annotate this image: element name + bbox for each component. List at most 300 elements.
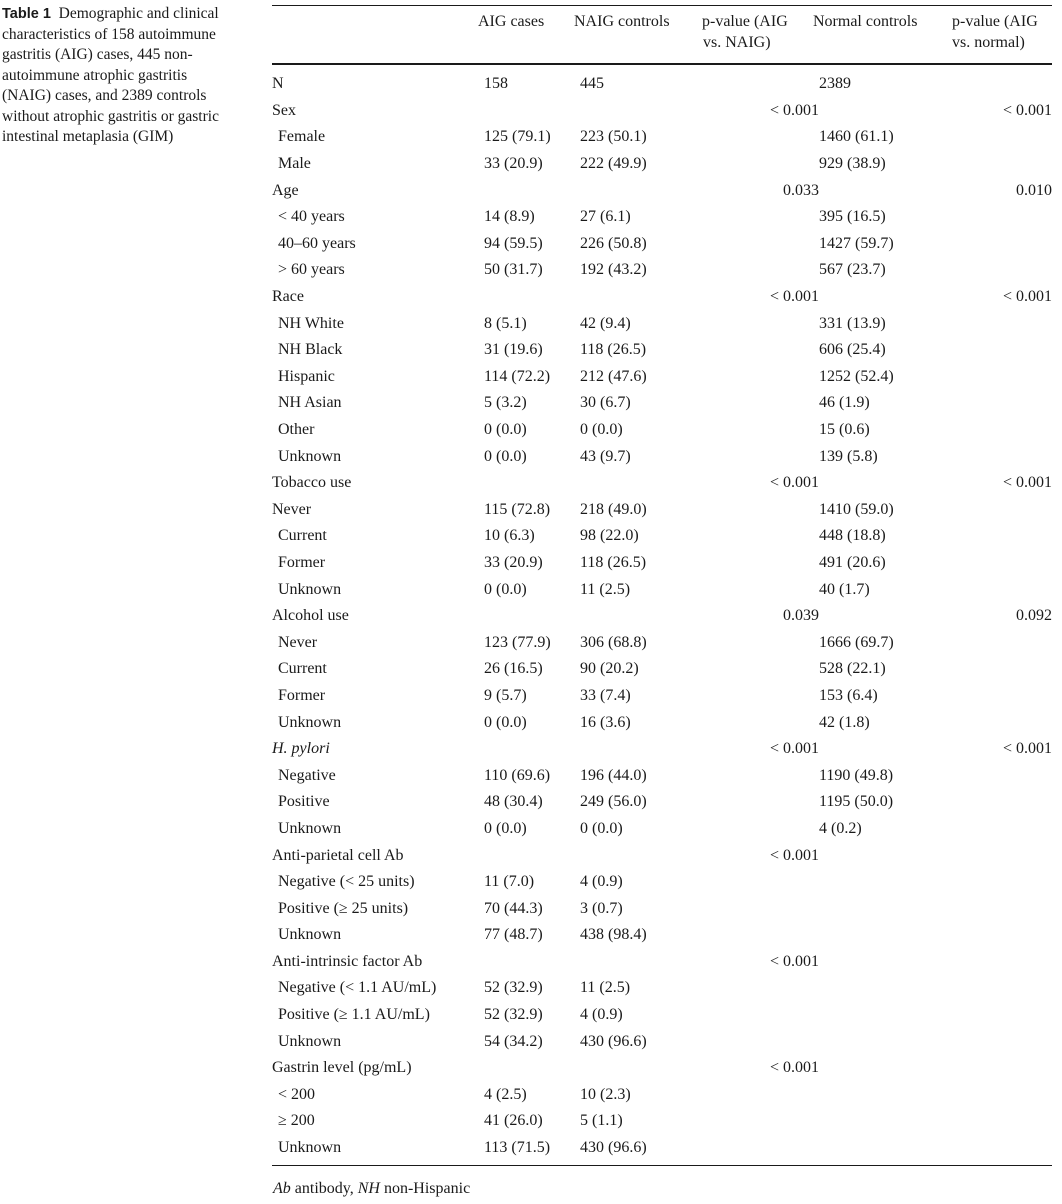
table-row (272, 709, 1052, 736)
row-label: ≥ 200 (278, 1112, 315, 1130)
row-label: N (272, 75, 284, 93)
p-value-naig-cell (718, 576, 819, 603)
naig-controls-cell (580, 177, 718, 204)
table-row (272, 922, 1052, 949)
naig-controls-cell: 222 (49.9) (580, 155, 647, 173)
table-row (272, 603, 1052, 630)
p-value-naig-cell (718, 683, 819, 710)
p-value-naig-cell: < 0.001 (769, 101, 819, 119)
p-value-normal-cell (955, 124, 1052, 151)
normal-controls-cell (819, 1028, 955, 1055)
p-value-normal-cell (955, 1002, 1052, 1029)
normal-controls-cell: 1427 (59.7) (819, 234, 894, 252)
header-p-value-naig-line2: vs. NAIG) (703, 34, 771, 51)
aig-cases-cell: 8 (5.1) (484, 314, 527, 332)
row-label: Current (278, 527, 327, 545)
row-label: Anti-parietal cell Ab (272, 846, 404, 864)
table-row (272, 337, 1052, 364)
row-label: Alcohol use (272, 607, 349, 625)
normal-controls-cell: 4 (0.2) (819, 819, 862, 837)
p-value-normal-cell (955, 231, 1052, 258)
header-aig-cases: AIG cases (478, 13, 545, 30)
aig-cases-cell: 115 (72.8) (484, 500, 551, 518)
p-value-normal-cell (955, 576, 1052, 603)
table-row (272, 629, 1052, 656)
table-row (272, 762, 1052, 789)
aig-cases-cell: 9 (5.7) (484, 686, 527, 704)
aig-cases-cell: 70 (44.3) (484, 899, 543, 917)
table-body (272, 71, 1052, 1161)
caption-text: Demographic and clinical characteristics of 158 autoimmune gastritis (AIG) cases, 445 non-autoimmune atrophic gastritis (NAIG) cases, and 2389 controls without atrophic gastritis or gastric intestinal metaplasia (GIM) (2, 5, 219, 145)
table-row (272, 869, 1052, 896)
p-value-naig-cell: < 0.001 (769, 952, 819, 970)
p-value-naig-cell (718, 1028, 819, 1055)
data-table (272, 71, 1052, 1161)
table-row (272, 949, 1052, 976)
header-rule (272, 63, 1052, 65)
p-value-naig-cell (718, 443, 819, 470)
table-row (272, 497, 1052, 524)
naig-controls-cell: 98 (22.0) (580, 527, 639, 545)
aig-cases-cell (484, 1055, 580, 1082)
row-label: Unknown (278, 580, 342, 598)
p-value-normal-cell (955, 816, 1052, 843)
p-value-normal-cell (955, 1108, 1052, 1135)
p-value-normal-cell (955, 390, 1052, 417)
naig-controls-cell: 212 (47.6) (580, 367, 647, 385)
naig-controls-cell: 438 (98.4) (580, 926, 647, 944)
normal-controls-cell: 139 (5.8) (819, 447, 878, 465)
header-naig-controls: NAIG controls (574, 13, 670, 30)
p-value-normal-cell (955, 842, 1052, 869)
naig-controls-cell: 196 (44.0) (580, 766, 647, 784)
normal-controls-cell: 1666 (69.7) (819, 633, 894, 651)
normal-controls-cell (819, 470, 955, 497)
normal-controls-cell: 395 (16.5) (819, 208, 886, 226)
p-value-normal-cell (955, 869, 1052, 896)
aig-cases-cell: 52 (32.9) (484, 979, 543, 997)
p-value-normal-cell (955, 497, 1052, 524)
normal-controls-cell: 929 (38.9) (819, 155, 886, 173)
p-value-normal-cell (955, 1055, 1052, 1082)
naig-controls-cell: 90 (20.2) (580, 660, 639, 678)
table-row (272, 284, 1052, 311)
p-value-naig-cell (718, 629, 819, 656)
aig-cases-cell: 0 (0.0) (484, 447, 527, 465)
p-value-naig-cell (718, 124, 819, 151)
naig-controls-cell: 10 (2.3) (580, 1085, 631, 1103)
row-label: Gastrin level (pg/mL) (272, 1059, 412, 1077)
aig-cases-cell: 113 (71.5) (484, 1139, 551, 1157)
row-label: H. pylori (272, 740, 330, 758)
row-label: Hispanic (278, 367, 335, 385)
normal-controls-cell (819, 284, 955, 311)
p-value-naig-cell (718, 762, 819, 789)
aig-cases-cell: 10 (6.3) (484, 527, 535, 545)
naig-controls-cell: 11 (2.5) (580, 979, 631, 997)
naig-controls-cell: 30 (6.7) (580, 394, 631, 412)
table-row (272, 523, 1052, 550)
naig-controls-cell (580, 603, 718, 630)
p-value-naig-cell (718, 390, 819, 417)
p-value-normal-cell (955, 683, 1052, 710)
aig-cases-cell (484, 842, 580, 869)
p-value-naig-cell (718, 550, 819, 577)
row-label: Positive (278, 793, 330, 811)
p-value-naig-cell (718, 204, 819, 231)
aig-cases-cell: 33 (20.9) (484, 553, 543, 571)
normal-controls-cell (819, 1002, 955, 1029)
p-value-normal-cell (955, 364, 1052, 391)
p-value-normal-cell: 0.092 (1016, 607, 1052, 625)
table-row (272, 310, 1052, 337)
aig-cases-cell (484, 177, 580, 204)
table-row (272, 257, 1052, 284)
normal-controls-cell: 1252 (52.4) (819, 367, 894, 385)
row-label: 40–60 years (278, 234, 356, 252)
table-caption (2, 4, 238, 148)
table-row (272, 975, 1052, 1002)
aig-cases-cell (484, 736, 580, 763)
row-label: Unknown (278, 713, 342, 731)
row-label: Current (278, 660, 327, 678)
naig-controls-cell: 43 (9.7) (580, 447, 631, 465)
row-label: Tobacco use (272, 474, 352, 492)
p-value-naig-cell (718, 310, 819, 337)
naig-controls-cell: 5 (1.1) (580, 1112, 623, 1130)
normal-controls-cell: 2389 (819, 75, 851, 93)
table-row (272, 656, 1052, 683)
aig-cases-cell (484, 603, 580, 630)
p-value-normal-cell (955, 789, 1052, 816)
p-value-normal-cell (955, 71, 1052, 98)
naig-controls-cell (580, 284, 718, 311)
row-label: Sex (272, 101, 296, 119)
table-row (272, 417, 1052, 444)
p-value-naig-cell (718, 364, 819, 391)
p-value-naig-cell (718, 523, 819, 550)
naig-controls-cell: 118 (26.5) (580, 553, 647, 571)
normal-controls-cell: 567 (23.7) (819, 261, 886, 279)
naig-controls-cell: 3 (0.7) (580, 899, 623, 917)
p-value-normal-cell (955, 1135, 1052, 1162)
p-value-normal-cell (955, 550, 1052, 577)
p-value-normal-cell (955, 629, 1052, 656)
naig-controls-cell: 226 (50.8) (580, 234, 647, 252)
table-row (272, 895, 1052, 922)
aig-cases-cell: 0 (0.0) (484, 819, 527, 837)
row-label: Positive (≥ 25 units) (278, 899, 409, 917)
normal-controls-cell: 46 (1.9) (819, 394, 870, 412)
aig-cases-cell: 31 (19.6) (484, 341, 543, 359)
normal-controls-cell: 528 (22.1) (819, 660, 886, 678)
footnote-ab-abbr: Ab (273, 1180, 291, 1197)
row-label: NH White (278, 314, 344, 332)
normal-controls-cell (819, 869, 955, 896)
p-value-normal-cell: < 0.001 (1002, 101, 1052, 119)
naig-controls-cell (580, 1055, 718, 1082)
row-label: Negative (< 1.1 AU/mL) (278, 979, 437, 997)
p-value-normal-cell: 0.010 (1016, 181, 1052, 199)
normal-controls-cell: 15 (0.6) (819, 421, 870, 439)
p-value-naig-cell: 0.039 (783, 607, 819, 625)
aig-cases-cell: 4 (2.5) (484, 1085, 527, 1103)
table-footnote (273, 1180, 470, 1198)
normal-controls-cell (819, 98, 955, 125)
footnote-nh-text: non-Hispanic (379, 1180, 471, 1197)
table-row (272, 204, 1052, 231)
header-p-value-normal-line1: p-value (AIG (952, 13, 1038, 30)
p-value-normal-cell (955, 443, 1052, 470)
p-value-naig-cell: < 0.001 (769, 474, 819, 492)
table-row (272, 98, 1052, 125)
p-value-normal-cell (955, 762, 1052, 789)
naig-controls-cell: 0 (0.0) (580, 819, 623, 837)
row-label: Anti-intrinsic factor Ab (272, 952, 423, 970)
row-label: Never (278, 633, 318, 651)
row-label: Female (278, 128, 326, 146)
p-value-naig-cell (718, 151, 819, 178)
naig-controls-cell: 445 (580, 75, 604, 93)
row-label: > 60 years (278, 261, 345, 279)
normal-controls-cell (819, 922, 955, 949)
aig-cases-cell (484, 284, 580, 311)
naig-controls-cell: 4 (0.9) (580, 873, 623, 891)
naig-controls-cell: 430 (96.6) (580, 1139, 647, 1157)
table-row (272, 736, 1052, 763)
p-value-naig-cell: 0.033 (783, 181, 819, 199)
p-value-naig-cell (718, 975, 819, 1002)
aig-cases-cell: 114 (72.2) (484, 367, 551, 385)
table-row (272, 364, 1052, 391)
naig-controls-cell: 192 (43.2) (580, 261, 647, 279)
bottom-rule (272, 1165, 1052, 1166)
p-value-naig-cell: < 0.001 (769, 740, 819, 758)
aig-cases-cell: 33 (20.9) (484, 155, 543, 173)
row-label: Former (278, 553, 326, 571)
footnote-nh-abbr: NH (357, 1180, 380, 1197)
row-label: Race (272, 288, 304, 306)
aig-cases-cell: 14 (8.9) (484, 208, 535, 226)
normal-controls-cell (819, 842, 955, 869)
row-label: Unknown (278, 447, 342, 465)
aig-cases-cell (484, 470, 580, 497)
aig-cases-cell: 26 (16.5) (484, 660, 543, 678)
aig-cases-cell: 5 (3.2) (484, 394, 527, 412)
p-value-naig-cell (718, 71, 819, 98)
p-value-normal-cell: < 0.001 (1002, 288, 1052, 306)
table-label: Table 1 (2, 6, 51, 22)
table-row (272, 1055, 1052, 1082)
p-value-naig-cell (718, 1082, 819, 1109)
p-value-naig-cell (718, 1135, 819, 1162)
row-label: Unknown (278, 819, 342, 837)
table-row (272, 231, 1052, 258)
normal-controls-cell (819, 975, 955, 1002)
row-label: Negative (< 25 units) (278, 873, 415, 891)
naig-controls-cell: 218 (49.0) (580, 500, 647, 518)
row-label: < 200 (278, 1085, 316, 1103)
table-row (272, 1108, 1052, 1135)
p-value-naig-cell: < 0.001 (769, 1059, 819, 1077)
table-row (272, 151, 1052, 178)
normal-controls-cell (819, 895, 955, 922)
normal-controls-cell: 40 (1.7) (819, 580, 870, 598)
p-value-normal-cell (955, 337, 1052, 364)
table-row (272, 443, 1052, 470)
header-p-value-naig (702, 11, 788, 53)
p-value-naig-cell: < 0.001 (769, 846, 819, 864)
normal-controls-cell (819, 949, 955, 976)
header-p-value-naig-line1: p-value (AIG (702, 13, 788, 30)
normal-controls-cell: 1190 (49.8) (819, 766, 894, 784)
table-row (272, 1028, 1052, 1055)
p-value-normal-cell (955, 709, 1052, 736)
normal-controls-cell: 331 (13.9) (819, 314, 886, 332)
table-row (272, 789, 1052, 816)
normal-controls-cell (819, 736, 955, 763)
normal-controls-cell: 1460 (61.1) (819, 128, 894, 146)
aig-cases-cell: 41 (26.0) (484, 1112, 543, 1130)
aig-cases-cell: 11 (7.0) (484, 873, 535, 891)
table-row (272, 470, 1052, 497)
normal-controls-cell (819, 1055, 955, 1082)
naig-controls-cell (580, 470, 718, 497)
normal-controls-cell: 153 (6.4) (819, 686, 878, 704)
aig-cases-cell (484, 98, 580, 125)
p-value-naig-cell (718, 337, 819, 364)
p-value-naig-cell (718, 709, 819, 736)
p-value-naig-cell (718, 231, 819, 258)
aig-cases-cell: 158 (484, 75, 508, 93)
normal-controls-cell (819, 1135, 955, 1162)
header-p-value-normal (952, 11, 1038, 53)
normal-controls-cell: 606 (25.4) (819, 341, 886, 359)
naig-controls-cell: 223 (50.1) (580, 128, 647, 146)
row-label: Male (278, 155, 311, 173)
p-value-normal-cell (955, 895, 1052, 922)
row-label: NH Black (278, 341, 343, 359)
table-row (272, 683, 1052, 710)
naig-controls-cell: 430 (96.6) (580, 1032, 647, 1050)
aig-cases-cell: 0 (0.0) (484, 580, 527, 598)
p-value-normal-cell (955, 922, 1052, 949)
table-row (272, 576, 1052, 603)
p-value-naig-cell (718, 789, 819, 816)
normal-controls-cell: 1195 (50.0) (819, 793, 894, 811)
naig-controls-cell (580, 736, 718, 763)
aig-cases-cell: 52 (32.9) (484, 1006, 543, 1024)
aig-cases-cell: 48 (30.4) (484, 793, 543, 811)
p-value-naig-cell (718, 257, 819, 284)
top-rule (272, 5, 1052, 6)
aig-cases-cell: 110 (69.6) (484, 766, 551, 784)
table-row (272, 1135, 1052, 1162)
naig-controls-cell: 249 (56.0) (580, 793, 647, 811)
row-label: Unknown (278, 1032, 342, 1050)
naig-controls-cell: 27 (6.1) (580, 208, 631, 226)
aig-cases-cell: 125 (79.1) (484, 128, 551, 146)
naig-controls-cell (580, 98, 718, 125)
row-label: Positive (≥ 1.1 AU/mL) (278, 1006, 430, 1024)
naig-controls-cell (580, 842, 718, 869)
table-row (272, 71, 1052, 98)
p-value-normal-cell (955, 151, 1052, 178)
table-row (272, 1002, 1052, 1029)
footnote-ab-text: antibody, (290, 1180, 358, 1197)
row-label: < 40 years (278, 208, 345, 226)
table-row (272, 842, 1052, 869)
aig-cases-cell (484, 949, 580, 976)
naig-controls-cell: 11 (2.5) (580, 580, 631, 598)
table-row (272, 816, 1052, 843)
row-label: Former (278, 686, 326, 704)
p-value-naig-cell: < 0.001 (769, 288, 819, 306)
normal-controls-cell: 1410 (59.0) (819, 500, 894, 518)
p-value-naig-cell (718, 816, 819, 843)
row-label: Unknown (278, 926, 342, 944)
p-value-naig-cell (718, 1108, 819, 1135)
p-value-naig-cell (718, 922, 819, 949)
row-label: Negative (278, 766, 336, 784)
p-value-normal-cell: < 0.001 (1002, 474, 1052, 492)
aig-cases-cell: 123 (77.9) (484, 633, 551, 651)
naig-controls-cell: 16 (3.6) (580, 713, 631, 731)
table-row (272, 1082, 1052, 1109)
p-value-naig-cell (718, 417, 819, 444)
aig-cases-cell: 54 (34.2) (484, 1032, 543, 1050)
p-value-normal-cell (955, 417, 1052, 444)
naig-controls-cell: 33 (7.4) (580, 686, 631, 704)
normal-controls-cell (819, 1082, 955, 1109)
p-value-normal-cell (955, 1028, 1052, 1055)
normal-controls-cell: 491 (20.6) (819, 553, 886, 571)
normal-controls-cell (819, 177, 955, 204)
p-value-normal-cell (955, 656, 1052, 683)
table-row (272, 550, 1052, 577)
p-value-naig-cell (718, 869, 819, 896)
aig-cases-cell: 94 (59.5) (484, 234, 543, 252)
aig-cases-cell: 77 (48.7) (484, 926, 543, 944)
table-row (272, 177, 1052, 204)
table-row (272, 390, 1052, 417)
header-normal-controls: Normal controls (813, 13, 918, 30)
p-value-naig-cell (718, 656, 819, 683)
normal-controls-cell (819, 1108, 955, 1135)
naig-controls-cell: 4 (0.9) (580, 1006, 623, 1024)
p-value-normal-cell (955, 523, 1052, 550)
normal-controls-cell: 448 (18.8) (819, 527, 886, 545)
row-label: Age (272, 181, 299, 199)
p-value-naig-cell (718, 497, 819, 524)
row-label: Unknown (278, 1139, 342, 1157)
row-label: Never (272, 500, 312, 518)
p-value-normal-cell (955, 975, 1052, 1002)
p-value-normal-cell: < 0.001 (1002, 740, 1052, 758)
aig-cases-cell: 0 (0.0) (484, 713, 527, 731)
aig-cases-cell: 0 (0.0) (484, 421, 527, 439)
normal-controls-cell (819, 603, 955, 630)
p-value-normal-cell (955, 949, 1052, 976)
naig-controls-cell (580, 949, 718, 976)
naig-controls-cell: 0 (0.0) (580, 421, 623, 439)
row-label: Other (278, 421, 315, 439)
p-value-naig-cell (718, 895, 819, 922)
aig-cases-cell: 50 (31.7) (484, 261, 543, 279)
p-value-normal-cell (955, 1082, 1052, 1109)
header-p-value-normal-line2: vs. normal) (952, 34, 1025, 51)
p-value-normal-cell (955, 257, 1052, 284)
